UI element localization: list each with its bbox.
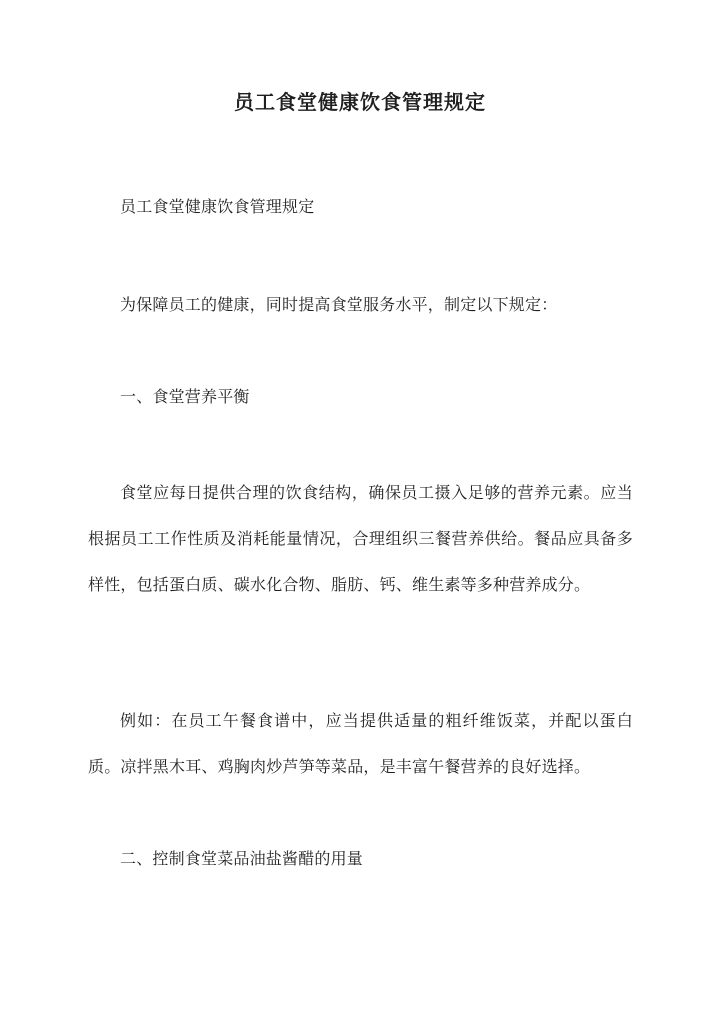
section-heading-seasoning: 二、控制食堂菜品油盐酱醋的用量 (120, 849, 364, 868)
document-title: 员工食堂健康饮食管理规定 (234, 90, 486, 114)
section-heading-nutrition: 一、食堂营养平衡 (120, 387, 250, 406)
intro-paragraph: 为保障员工的健康，同时提高食堂服务水平，制定以下规定： (120, 295, 558, 314)
nutrition-paragraph: 食堂应每日提供合理的饮食结构，确保员工摄入足够的营养元素。应当根据员工工作性质及消耗能量情况，合理组织三餐营养供给。餐品应具备多样性，包括蛋白质、碳水化合物、脂肪、钙、维生素等多种营养成分。 (88, 483, 633, 594)
subtitle-paragraph: 员工食堂健康饮食管理规定 (120, 197, 315, 216)
example-paragraph: 例如：在员工午餐食谱中，应当提供适量的粗纤维饭菜，并配以蛋白质。凉拌黑木耳、鸡胸肉炒芦笋等菜品，是丰富午餐营养的良好选择。 (88, 711, 633, 776)
